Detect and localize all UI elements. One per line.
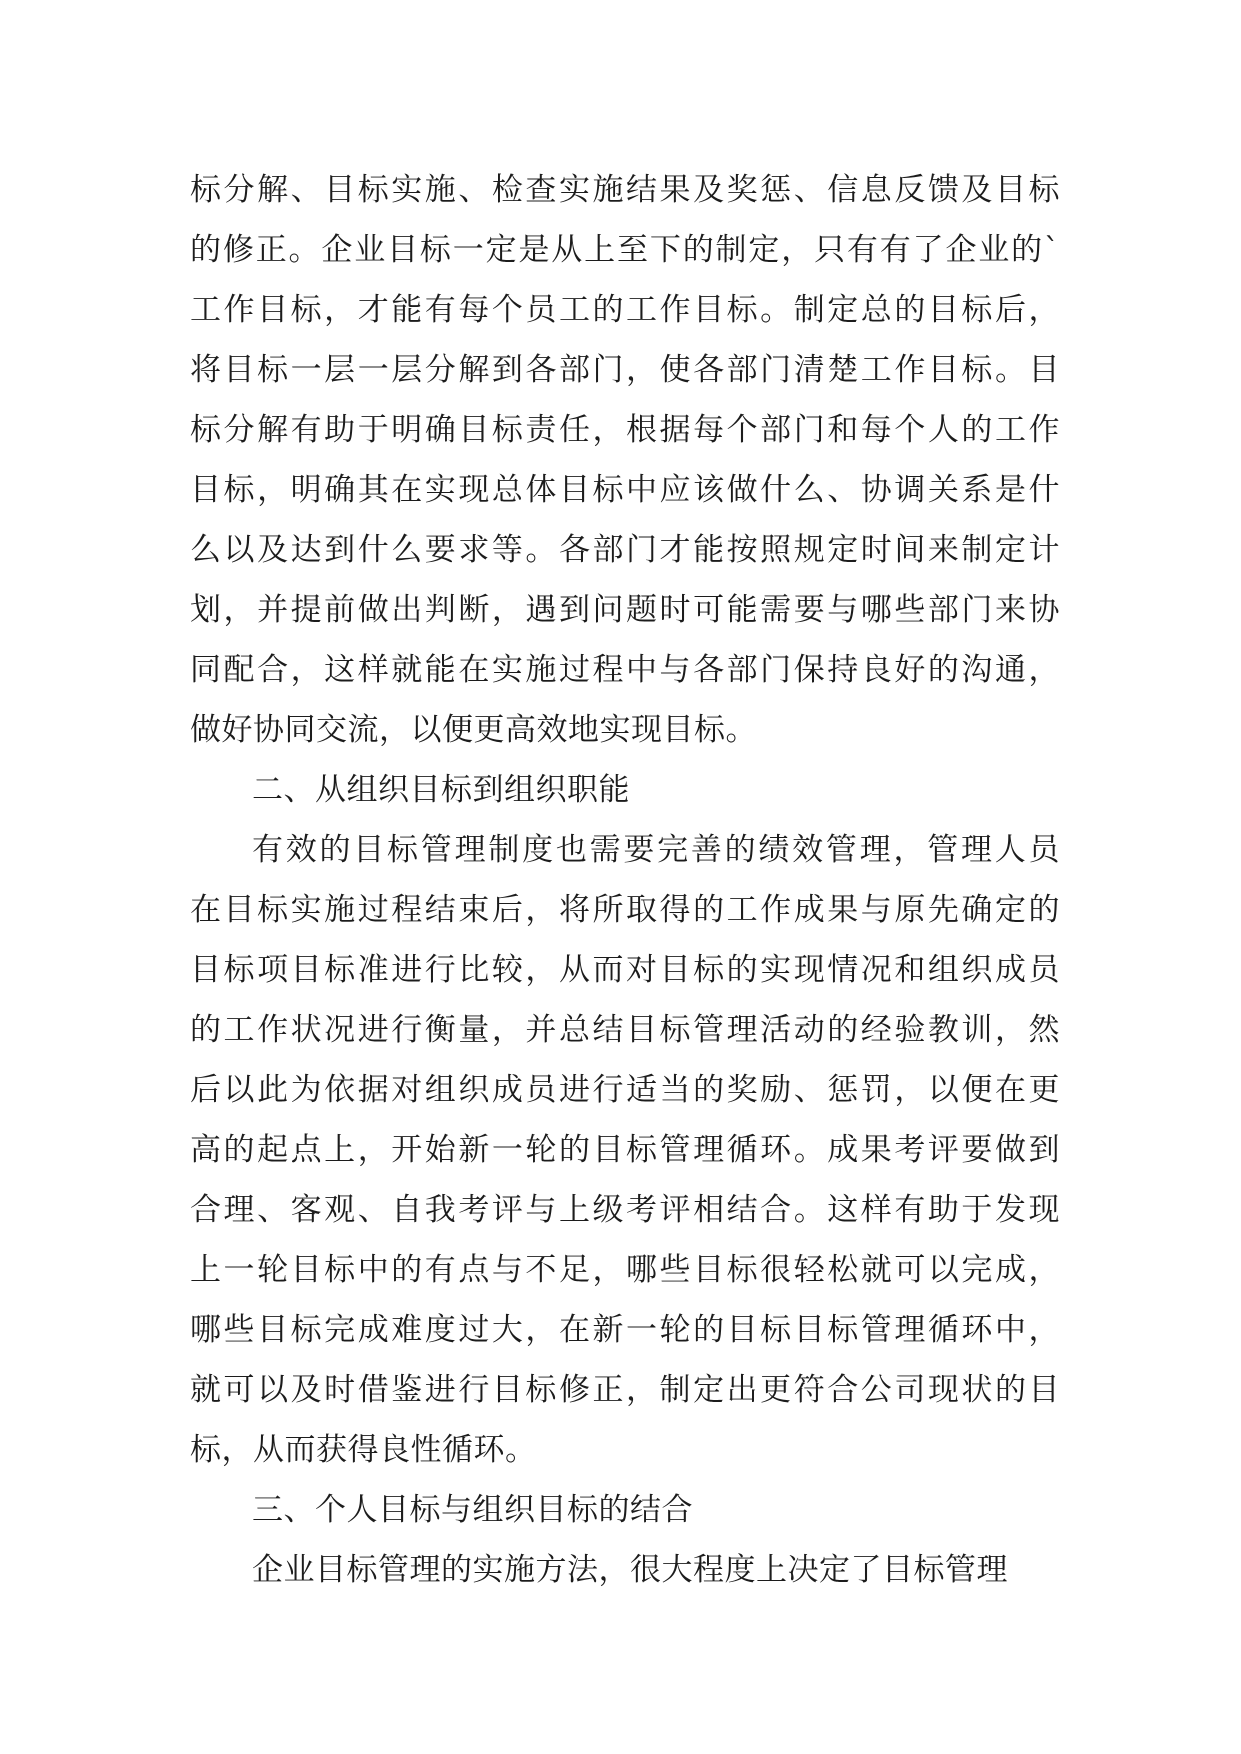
text-line: 么以及达到什么要求等。各部门才能按照规定时间来制定计 xyxy=(190,532,1060,568)
section-heading-2: 二、从组织目标到组织职能 xyxy=(252,772,630,808)
text-line: 同配合，这样就能在实施过程中与各部门保持良好的沟通， xyxy=(190,652,1060,688)
text-line: 在目标实施过程结束后，将所取得的工作成果与原先确定的 xyxy=(190,892,1060,928)
text-line: 标分解有助于明确目标责任，根据每个部门和每个人的工作 xyxy=(190,412,1060,448)
text-line: 合理、客观、自我考评与上级考评相结合。这样有助于发现 xyxy=(190,1192,1060,1228)
text-line: 目标，明确其在实现总体目标中应该做什么、协调关系是什 xyxy=(190,472,1060,508)
section-heading-3: 三、个人目标与组织目标的结合 xyxy=(252,1492,693,1528)
document-body xyxy=(190,160,1060,1600)
text-line: 划，并提前做出判断，遇到问题时可能需要与哪些部门来协 xyxy=(190,592,1060,628)
text-line: 上一轮目标中的有点与不足，哪些目标很轻松就可以完成， xyxy=(190,1252,1060,1288)
text-line: 企业目标管理的实施方法，很大程度上决定了目标管理 xyxy=(252,1552,1008,1588)
text-line: 后以此为依据对组织成员进行适当的奖励、惩罚，以便在更 xyxy=(190,1072,1060,1108)
text-line: 标分解、目标实施、检查实施结果及奖惩、信息反馈及目标 xyxy=(190,172,1060,208)
text-line: 目标项目标准进行比较，从而对目标的实现情况和组织成员 xyxy=(190,952,1060,988)
text-line: 将目标一层一层分解到各部门，使各部门清楚工作目标。目 xyxy=(190,352,1060,388)
text-line: 哪些目标完成难度过大，在新一轮的目标目标管理循环中， xyxy=(190,1312,1060,1348)
text-line: 标，从而获得良性循环。 xyxy=(190,1432,537,1468)
text-line: 工作目标，才能有每个员工的工作目标。制定总的目标后， xyxy=(190,292,1060,328)
text-line: 高的起点上，开始新一轮的目标管理循环。成果考评要做到 xyxy=(190,1132,1060,1168)
text-line: 的修正。企业目标一定是从上至下的制定，只有有了企业的` xyxy=(190,232,1060,268)
text-line: 的工作状况进行衡量，并总结目标管理活动的经验教训，然 xyxy=(190,1012,1060,1048)
text-line: 做好协同交流，以便更高效地实现目标。 xyxy=(190,712,757,748)
text-line: 有效的目标管理制度也需要完善的绩效管理，管理人员 xyxy=(252,832,1060,868)
text-line: 就可以及时借鉴进行目标修正，制定出更符合公司现状的目 xyxy=(190,1372,1060,1408)
